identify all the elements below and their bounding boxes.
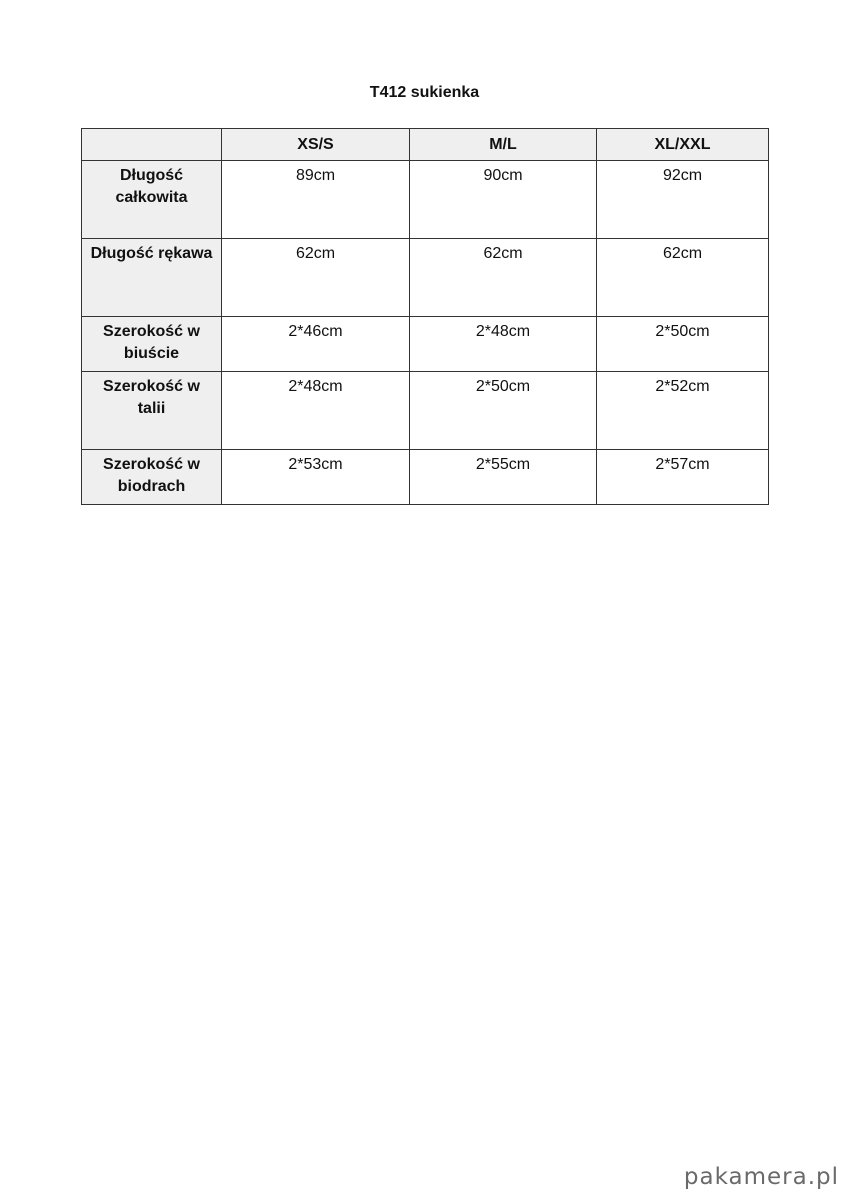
table-cell: 2*50cm xyxy=(410,372,597,450)
document-title: T412 sukienka xyxy=(369,84,480,101)
row-label: Długość rękawa xyxy=(82,239,222,317)
table-cell: 2*48cm xyxy=(410,317,597,372)
table-cell: 2*53cm xyxy=(222,450,410,505)
table-row xyxy=(82,239,769,317)
table-cell: 2*46cm xyxy=(222,317,410,372)
table-cell: 90cm xyxy=(410,161,597,239)
table-row xyxy=(82,450,769,505)
table-row xyxy=(82,317,769,372)
row-label: Szerokość w talii xyxy=(82,372,222,450)
table-cell: 2*48cm xyxy=(222,372,410,450)
table-cell: 92cm xyxy=(597,161,769,239)
table-cell: 62cm xyxy=(597,239,769,317)
table-cell: 89cm xyxy=(222,161,410,239)
table-row xyxy=(82,372,769,450)
row-label: Długość całkowita xyxy=(82,161,222,239)
row-label: Szerokość w biodrach xyxy=(82,450,222,505)
row-label: Szerokość w biuście xyxy=(82,317,222,372)
pakamera-watermark: pakamera.pl xyxy=(683,1164,839,1190)
table-cell: 62cm xyxy=(222,239,410,317)
size-header-xl-xxl: XL/XXL xyxy=(597,129,769,161)
table-row xyxy=(82,161,769,239)
size-table xyxy=(81,128,769,505)
table-header-row xyxy=(82,129,769,161)
table-cell: 2*50cm xyxy=(597,317,769,372)
table-cell: 2*55cm xyxy=(410,450,597,505)
table-cell: 2*57cm xyxy=(597,450,769,505)
table-cell: 2*52cm xyxy=(597,372,769,450)
size-header-xs-s: XS/S xyxy=(222,129,410,161)
corner-cell xyxy=(82,129,222,161)
table-cell: 62cm xyxy=(410,239,597,317)
size-header-m-l: M/L xyxy=(410,129,597,161)
